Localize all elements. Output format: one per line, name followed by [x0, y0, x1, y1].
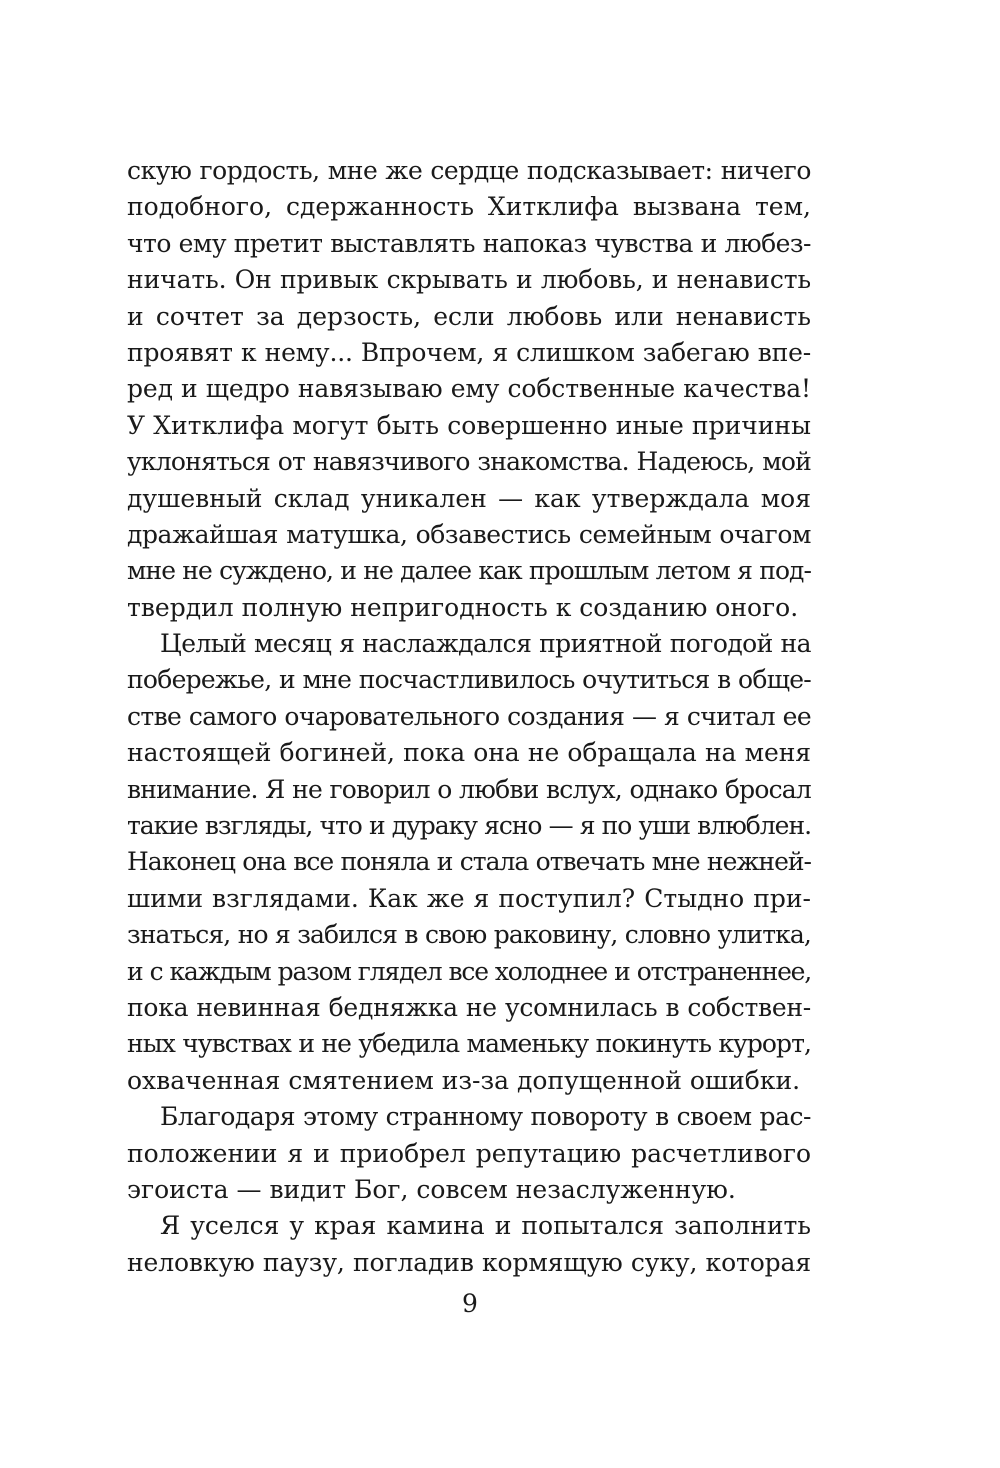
- paragraph-4: [127, 1208, 811, 1281]
- text-line: и с каждым разом глядел все холоднее и отстраненнее,: [127, 956, 811, 986]
- text-line: стве самого очаровательного создания — я считал ее: [127, 701, 811, 731]
- page-number: 9: [462, 1289, 478, 1318]
- text-line: Благодаря этому странному повороту в своем рас-: [160, 1102, 811, 1132]
- text-line: Целый месяц я наслаждался приятной погодой на: [160, 629, 811, 659]
- text-line: неловкую паузу, погладив кормящую суку, которая: [127, 1247, 811, 1277]
- text-line: охваченная смятением из-за допущенной ошибки.: [127, 1065, 801, 1095]
- text-line: проявят к нему... Впрочем, я слишком забегаю впе-: [127, 337, 811, 367]
- text-line: Наконец она все поняла и стала отвечать мне нежней-: [127, 847, 811, 877]
- text-line: положении я и приобрел репутацию расчетливого: [127, 1138, 811, 1168]
- text-line: ных чувствах и не убедила маменьку покинуть курорт,: [127, 1029, 811, 1059]
- paragraph-3: [127, 1099, 811, 1208]
- paragraph-1: [127, 153, 811, 626]
- text-line: подобного, сдержанность Хитклифа вызвана тем,: [127, 192, 811, 222]
- text-line: настоящей богиней, пока она не обращала на меня: [127, 738, 811, 768]
- text-line: У Хитклифа могут быть совершенно иные причины: [127, 410, 811, 440]
- text-line: ничать. Он привык скрывать и любовь, и ненависть: [127, 265, 811, 295]
- text-line: знаться, но я забился в свою раковину, словно улитка,: [127, 920, 811, 950]
- text-line: шими взглядами. Как же я поступил? Стыдно при-: [127, 883, 811, 913]
- text-line: и сочтет за дерзость, если любовь или ненависть: [127, 301, 811, 331]
- text-line: душевный склад уникален — как утверждала моя: [127, 483, 811, 513]
- text-line: дражайшая матушка, обзавестись семейным очагом: [127, 519, 811, 549]
- text-line: твердил полную непригодность к созданию оного.: [127, 592, 799, 622]
- text-line: скую гордость, мне же сердце подсказывает: ничего: [127, 156, 811, 185]
- text-line: внимание. Я не говорил о любви вслух, однако бросал: [127, 774, 811, 804]
- paragraph-2: [127, 626, 811, 1099]
- text-line: пока невинная бедняжка не усомнилась в собствен-: [127, 992, 811, 1022]
- body-text: [127, 153, 811, 1281]
- text-line: Я уселся у края камина и попытался заполнить: [160, 1211, 811, 1241]
- text-line: такие взгляды, что и дураку ясно — я по уши влюблен.: [127, 811, 811, 841]
- text-line: ред и щедро навязываю ему собственные качества!: [127, 374, 811, 404]
- text-line: мне не суждено, и не далее как прошлым летом я под-: [127, 556, 811, 586]
- text-line: уклоняться от навязчивого знакомства. Надеюсь, мой: [127, 447, 811, 477]
- text-line: что ему претит выставлять напоказ чувства и любез-: [127, 228, 811, 258]
- text-line: эгоиста — видит Бог, совсем незаслуженную.: [127, 1174, 736, 1204]
- text-line: побережье, и мне посчастливилось очутиться в обще-: [127, 665, 811, 695]
